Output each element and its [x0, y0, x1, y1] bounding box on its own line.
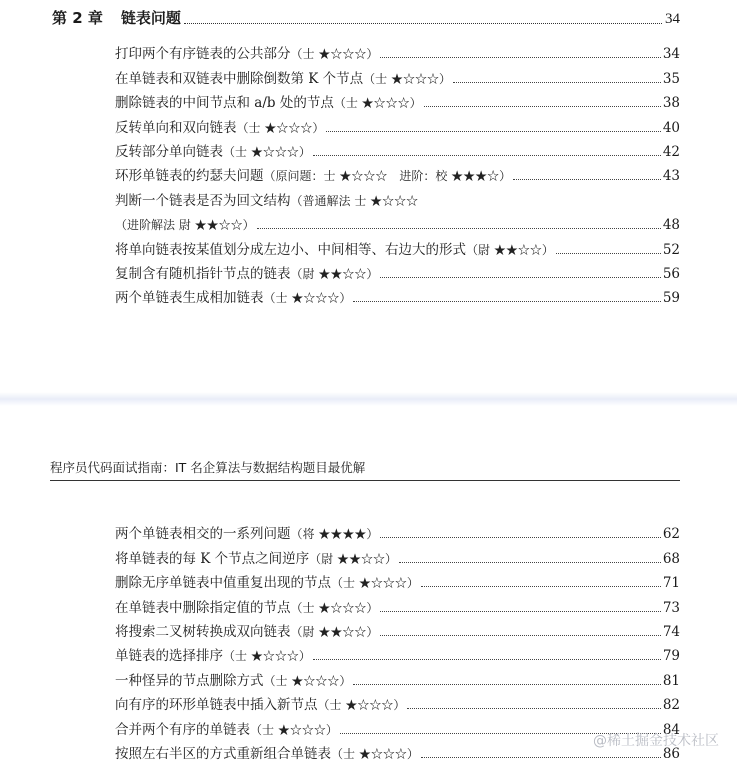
- dot-leader: [399, 562, 661, 563]
- entry-difficulty: （士 ★☆☆☆）: [290, 47, 379, 62]
- entry-difficulty: （将 ★★★★）: [290, 527, 379, 542]
- entry-title: 按照左右半区的方式重新组合单链表: [115, 745, 331, 762]
- toc-page-bottom: [0, 406, 737, 770]
- entry-page-number: 84: [662, 721, 680, 738]
- entry-title: 反转部分单向链表: [115, 143, 223, 160]
- entry-difficulty: （士 ★☆☆☆）: [236, 120, 325, 135]
- toc-entry-list: [115, 518, 680, 762]
- dot-leader: [513, 179, 661, 180]
- chapter-title: 链表问题: [120, 9, 181, 27]
- toc-entry: [115, 616, 680, 640]
- toc-entry: [115, 258, 680, 282]
- toc-entry: [115, 184, 680, 208]
- entry-title: 打印两个有序链表的公共部分: [115, 46, 291, 63]
- chapter-page-number: 34: [665, 11, 680, 27]
- watermark: @稀土掘金技术社区: [593, 733, 719, 749]
- toc-entry: [115, 38, 680, 62]
- entry-title: 一种怪异的节点删除方式: [115, 672, 264, 689]
- entry-page-number: 71: [662, 575, 680, 592]
- entry-difficulty: （士 ★☆☆☆）: [223, 649, 311, 664]
- entry-page-number: 86: [662, 745, 680, 762]
- dot-leader: [421, 586, 661, 587]
- entry-title: 判断一个链表是否为回文结构: [115, 192, 291, 209]
- running-header: 程序员代码面试指南：IT 名企算法与数据结构题目最优解: [50, 458, 680, 481]
- toc-entry: [115, 640, 680, 664]
- dot-leader: [407, 708, 660, 709]
- entry-title: 两个单链表相交的一系列问题: [115, 526, 291, 543]
- dot-leader: [453, 82, 661, 83]
- dot-leader: [257, 228, 661, 229]
- entry-title: 在单链表中删除指定值的节点: [115, 599, 291, 616]
- dot-leader: [421, 757, 661, 758]
- dot-leader: [556, 253, 661, 254]
- dot-leader: [313, 155, 661, 156]
- toc-entry: [115, 160, 680, 184]
- entry-page-number: 43: [662, 168, 680, 185]
- dot-leader: [380, 611, 660, 612]
- entry-difficulty: （士 ★☆☆☆）: [333, 96, 422, 111]
- entry-difficulty: （士 ★☆☆☆）: [317, 698, 406, 713]
- entry-page-number: 62: [662, 526, 680, 543]
- dot-leader: [313, 659, 661, 660]
- toc-entry: [115, 282, 680, 306]
- entry-page-number: 79: [662, 648, 680, 665]
- toc-entry: [115, 591, 680, 615]
- entry-difficulty: （士 ★☆☆☆）: [250, 722, 338, 737]
- toc-entry: [115, 87, 680, 111]
- toc-entry: [115, 62, 680, 86]
- entry-title: 单链表的选择排序: [115, 648, 223, 665]
- entry-difficulty: （士 ★☆☆☆）: [263, 291, 352, 306]
- entry-title: 删除链表的中间节点和 a/b 处的节点: [115, 95, 334, 112]
- dot-leader: [353, 301, 660, 302]
- entry-page-number: 74: [662, 623, 680, 640]
- entry-title: 复制含有随机指针节点的链表: [115, 265, 291, 282]
- entry-page-number: 56: [662, 265, 680, 282]
- entry-title: 删除无序单链表中值重复出现的节点: [115, 575, 331, 592]
- entry-difficulty: （士 ★☆☆☆）: [331, 576, 419, 591]
- entry-page-number: 48: [662, 217, 680, 234]
- entry-page-number: 73: [662, 599, 680, 616]
- entry-page-number: 34: [662, 46, 680, 63]
- entry-title: 将单链表的每 K 个节点之间逆序: [115, 550, 310, 567]
- toc-entry: [115, 542, 680, 566]
- entry-title: 环形单链表的约瑟夫问题: [115, 168, 264, 185]
- entry-page-number: 35: [662, 70, 680, 87]
- entry-page-number: 81: [662, 672, 680, 689]
- toc-entry: [115, 689, 680, 713]
- entry-title: 将单向链表按某值划分成左边小、中间相等、右边大的形式: [115, 241, 466, 258]
- dot-leader: [184, 23, 662, 24]
- entry-page-number: 59: [662, 290, 680, 307]
- entry-title: 两个单链表生成相加链表: [115, 290, 264, 307]
- entry-page-number: 82: [662, 697, 680, 714]
- entry-difficulty: （进阶解法 尉 ★★☆☆）: [115, 218, 255, 233]
- toc-entry: [115, 664, 680, 688]
- dot-leader: [326, 131, 660, 132]
- toc-entry: [115, 518, 680, 542]
- entry-difficulty: （士 ★☆☆☆）: [331, 746, 419, 761]
- entry-difficulty: （尉 ★★☆☆）: [466, 242, 554, 257]
- toc-entry: [115, 567, 680, 591]
- entry-title: 向有序的环形单链表中插入新节点: [115, 697, 318, 714]
- dot-leader: [380, 537, 660, 538]
- chapter-heading: [52, 8, 680, 28]
- toc-entry-list: [115, 38, 680, 306]
- entry-title: 合并两个有序的单链表: [115, 721, 250, 738]
- chapter-number: 第 2 章: [52, 9, 103, 27]
- entry-page-number: 52: [662, 241, 680, 258]
- dot-leader: [380, 635, 660, 636]
- entry-difficulty: （士 ★☆☆☆）: [290, 600, 379, 615]
- entry-title: 反转单向和双向链表: [115, 119, 237, 136]
- entry-difficulty: （尉 ★★☆☆）: [309, 551, 397, 566]
- entry-title: 将搜索二叉树转换成双向链表: [115, 623, 291, 640]
- entry-difficulty: （尉 ★★☆☆）: [290, 266, 379, 281]
- entry-difficulty: （士 ★☆☆☆）: [263, 673, 352, 688]
- dot-leader: [353, 684, 660, 685]
- entry-difficulty: （原问题：士 ★☆☆☆ 进阶：校 ★★★☆）: [263, 169, 512, 184]
- entry-page-number: 42: [662, 143, 680, 160]
- entry-difficulty: （普通解法 士 ★☆☆☆: [290, 193, 419, 208]
- entry-page-number: 38: [662, 95, 680, 112]
- dot-leader: [380, 277, 660, 278]
- dot-leader: [424, 106, 661, 107]
- entry-page-number: 68: [662, 550, 680, 567]
- toc-entry: [115, 209, 680, 233]
- toc-entry: [115, 233, 680, 257]
- entry-difficulty: （士 ★☆☆☆）: [363, 71, 451, 86]
- dot-leader: [380, 57, 660, 58]
- toc-entry: [115, 136, 680, 160]
- entry-difficulty: （士 ★☆☆☆）: [223, 144, 311, 159]
- toc-entry: [115, 111, 680, 135]
- entry-title: 在单链表和双链表中删除倒数第 K 个节点: [115, 70, 364, 87]
- entry-difficulty: （尉 ★★☆☆）: [290, 624, 379, 639]
- entry-page-number: 40: [662, 119, 680, 136]
- page-separator: [0, 392, 737, 406]
